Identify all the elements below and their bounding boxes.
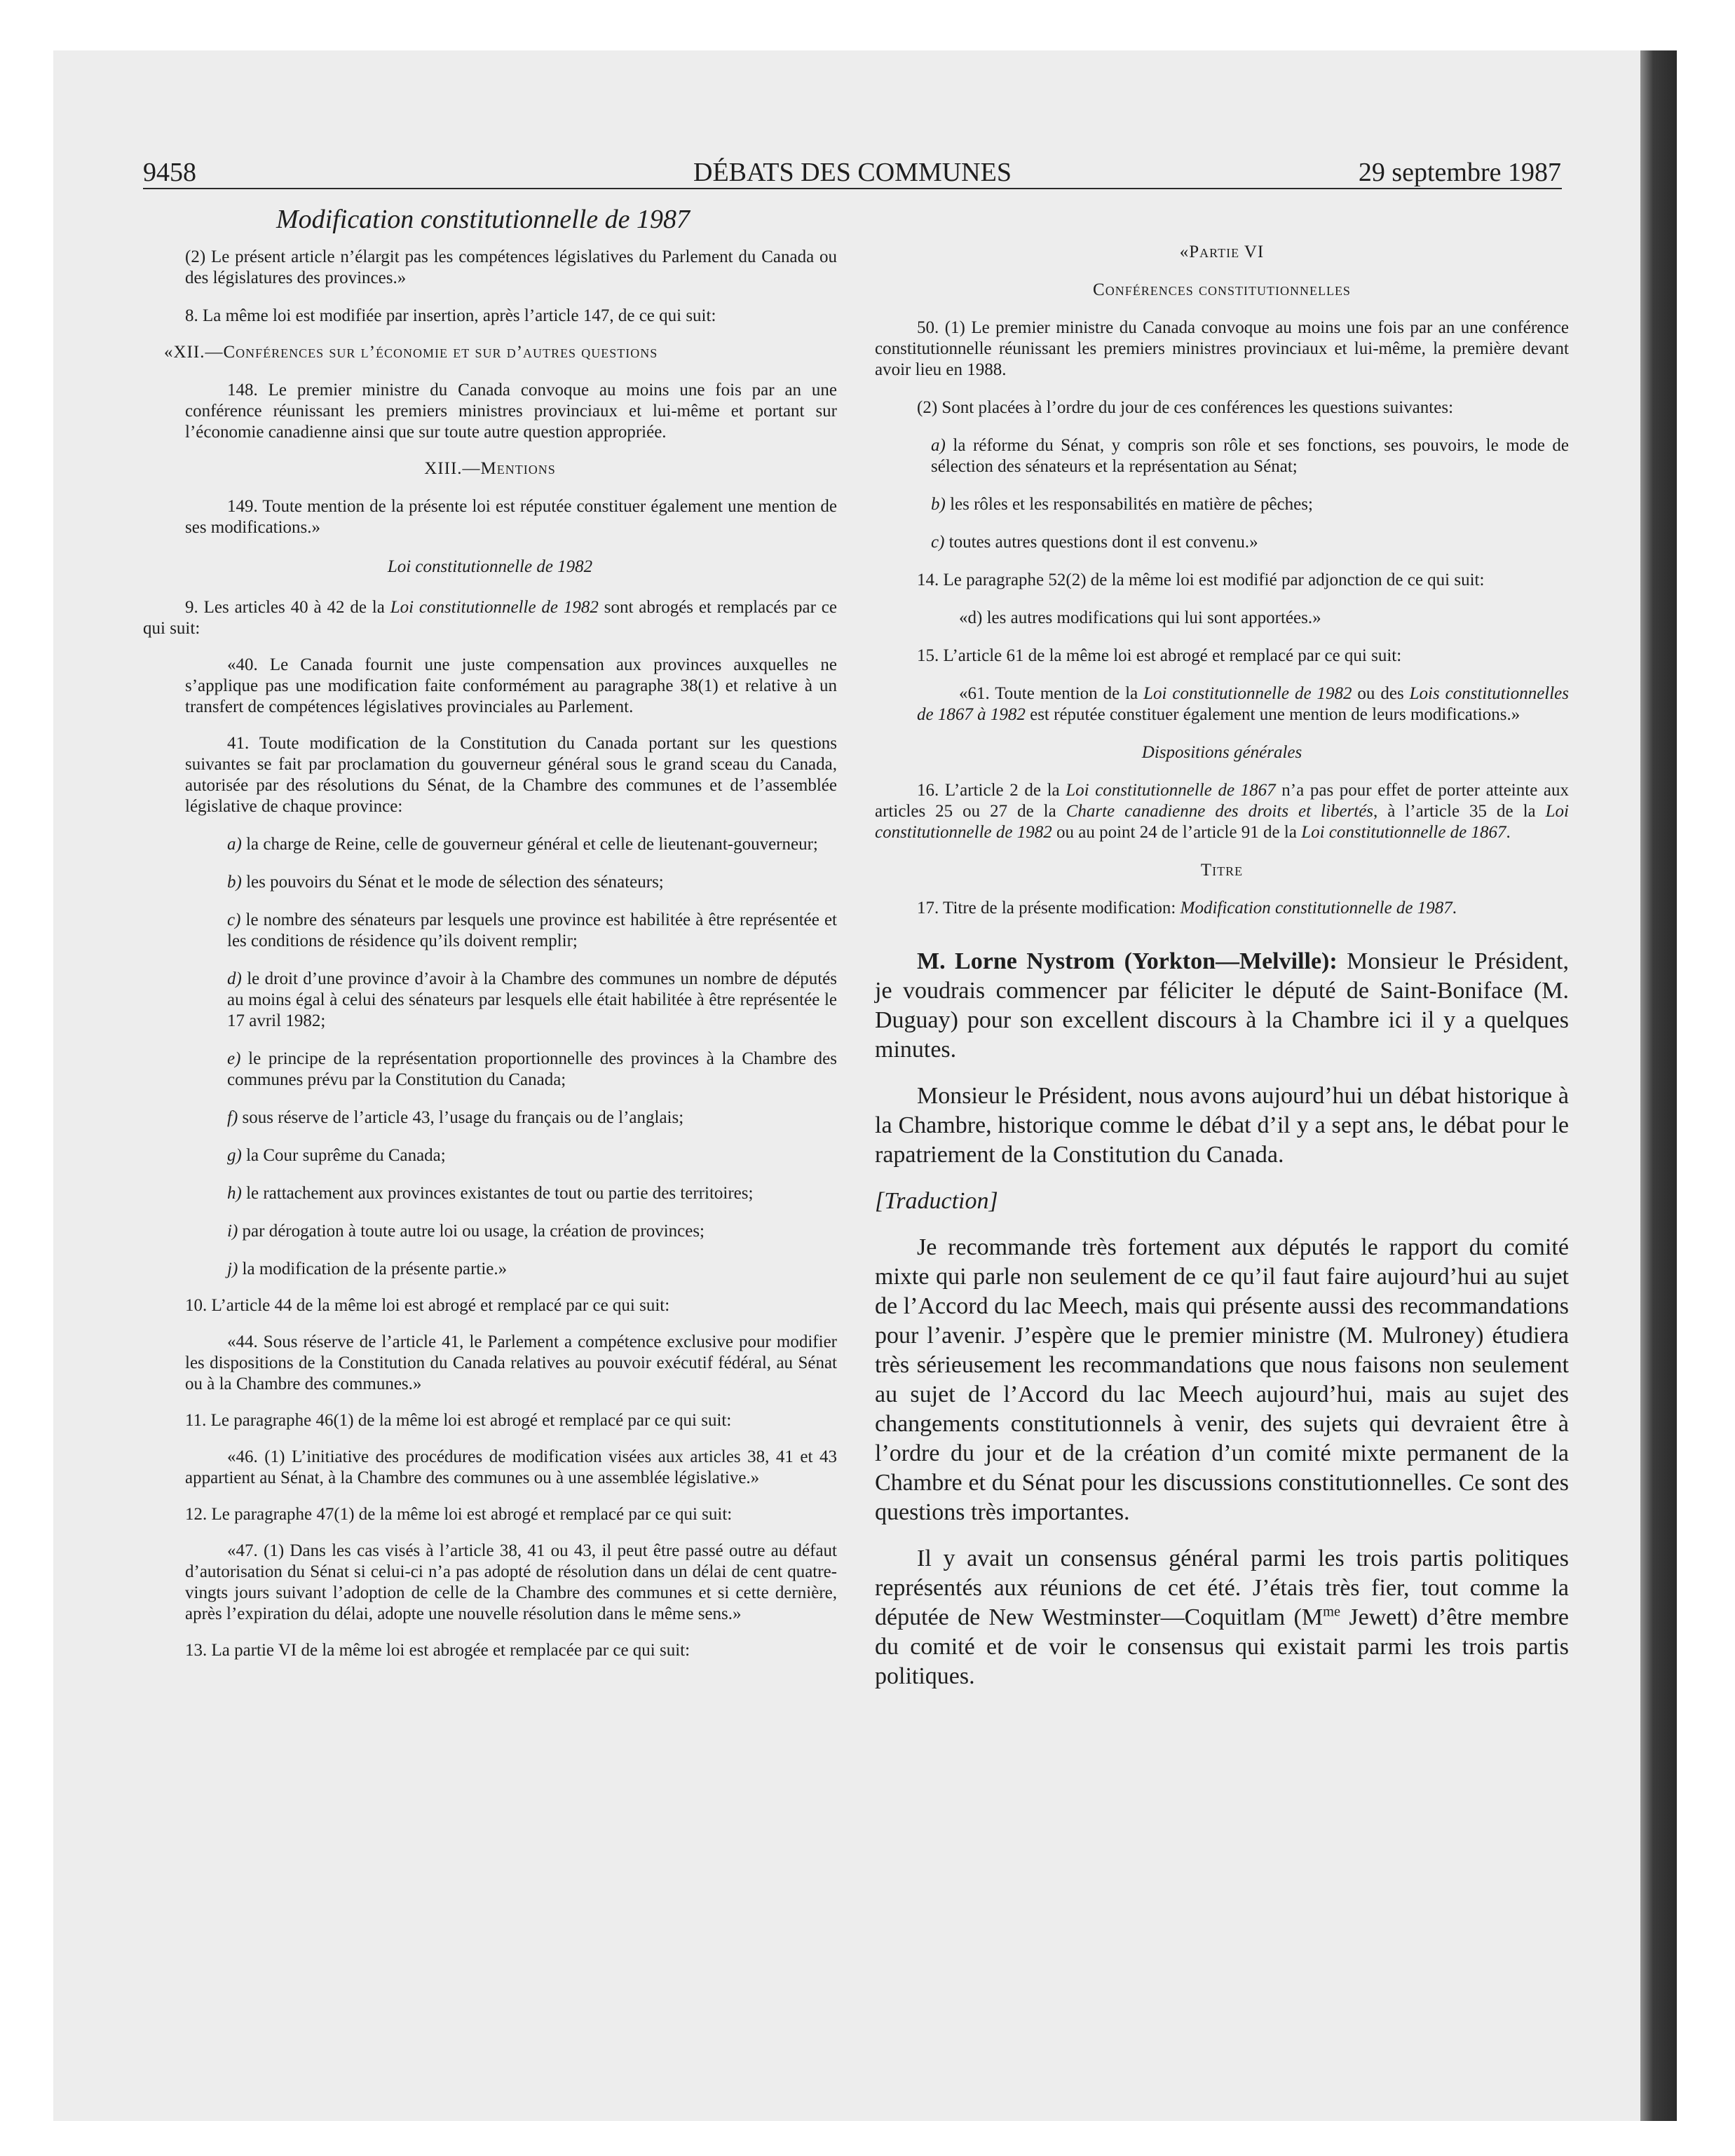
subheading-dispositions: Dispositions générales (1141, 743, 1302, 762)
paragraph: 13. La partie VI de la même loi est abrogée et remplacée par ce qui suit: (185, 1641, 690, 1660)
debate-paragraph: M. Lorne Nystrom (Yorkton—Melville): Monsieur le Président, je voudrais commencer par féliciter le député de Saint-Boniface (M. Duguay) pour son excellent discours à la Chambre ici il y a quelques minutes. (875, 948, 1569, 1063)
list-item: f) sous réserve de l’article 43, l’usage du français ou de l’anglais; (227, 1108, 684, 1127)
list-item: a) la réforme du Sénat, y compris son rôle et ses fonctions, ses pouvoirs, le mode de sélection des sénateurs et la représentation au Sénat; (931, 436, 1569, 476)
list-item: h) le rattachement aux provinces existantes de tout ou partie des territoires; (227, 1184, 754, 1203)
list-item: c) le nombre des sénateurs par lesquels une province est habilitée à être représentée et les conditions de résidence qu’ils doivent remplir; (227, 910, 837, 950)
debate-paragraph: Je recommande très fortement aux députés le rapport du comité mixte qui parle non seulement de ce qu’il faut faire aujourd’hui au sujet de l’Accord du lac Meech, mais qui présente aussi des recommandations pour l’avenir. J’espère que le premier ministre (M. Mulroney) étudiera très sérieusement les recommandations que nous faisons non seulement au sujet de l’Accord du lac Meech aujourd’hui, mais au sujet des changements constitutionnels à venir, des sujets qui devraient être à l’ordre du jour et de la création d’un comité mixte permanent de la Chambre et du Sénat pour les discussions constitutionnelles. Ce sont des questions très importantes. (875, 1234, 1569, 1525)
translation-marker: [Traduction] (875, 1188, 998, 1214)
paragraph: 17. Titre de la présente modification: Modification constitutionnelle de 1987. (917, 899, 1457, 917)
paragraph: 14. Le paragraphe 52(2) de la même loi est modifié par adjonction de ce qui suit: (917, 571, 1485, 589)
list-item: b) les rôles et les responsabilités en matière de pêches; (931, 495, 1313, 514)
paragraph: 149. Toute mention de la présente loi est réputée constituer également une mention de ses modifications.» (185, 497, 837, 537)
debate-paragraph: Il y avait un consensus général parmi les trois partis politiques représentés aux réunions de cet été. J’étais très fier, tout comme la députée de New Westminster—Coquitlam ($M^{me}$ Jewett) d’être membre du comité et de voir le consensus qui existait parmi les trois partis politiques. (875, 1546, 1569, 1689)
right-column (875, 242, 1569, 1691)
paragraph: «d) les autres modifications qui lui sont apportées.» (959, 608, 1321, 627)
scanner-edge-shadow (1640, 50, 1677, 2121)
running-title: DÉBATS DES COMMUNES (693, 158, 1012, 187)
heading-xiii: XIII.—Mentions (424, 459, 556, 478)
header-rule (143, 188, 1562, 189)
paragraph: (2) Sont placées à l’ordre du jour de ces conférences les questions suivantes: (917, 398, 1454, 417)
heading-titre: Titre (1200, 861, 1244, 880)
page-date: 29 septembre 1987 (1358, 158, 1561, 187)
paragraph: 50. (1) Le premier ministre du Canada convoque au moins une fois par an une conférence constitutionnelle réunissant les premiers ministres provinciaux et lui-même, la première devant avoir lieu en 1988. (875, 318, 1569, 379)
list-item: g) la Cour suprême du Canada; (227, 1146, 446, 1165)
list-item: j) la modification de la présente partie.» (227, 1260, 508, 1278)
paragraph: 11. Le paragraphe 46(1) de la même loi est abrogé et remplacé par ce qui suit: (185, 1411, 732, 1430)
paragraph: (2) Le présent article n’élargit pas les compétences législatives du Parlement du Canada ou des législatures des provinces.» (185, 247, 837, 287)
paragraph: 15. L’article 61 de la même loi est abrogé et remplacé par ce qui suit: (917, 646, 1402, 665)
paragraph: 148. Le premier ministre du Canada convoque au moins une fois par an une conférence réunissant les premiers ministres provinciaux et lui-même et portant sur l’économie canadienne ainsi que sur toute autre question appropriée. (185, 381, 837, 442)
heading-partie-vi: «Partie VI (1179, 243, 1265, 261)
speaker-name: M. Lorne Nystrom (Yorkton—Melville): (917, 948, 1338, 974)
debate-paragraph: Monsieur le Président, nous avons aujourd’hui un débat historique à la Chambre, historique comme le débat d’il y a sept ans, le débat pour le rapatriement de la Constitution du Canada. (875, 1083, 1569, 1168)
paragraph: 9. Les articles 40 à 42 de la Loi constitutionnelle de 1982 sont abrogés et remplacés par ce qui suit: (143, 598, 837, 638)
paragraph: «44. Sous réserve de l’article 41, le Parlement a compétence exclusive pour modifier les dispositions de la Constitution du Canada relatives au pouvoir exécutif fédéral, au Sénat ou à la Chambre des communes.» (185, 1332, 837, 1393)
list-50 (931, 435, 1569, 553)
heading-xii: «XII.—Conférences sur l’économie et sur d’autres questions (164, 343, 658, 362)
left-column (143, 203, 837, 1661)
list-item: a) la charge de Reine, celle de gouverneur général et celle de lieutenant-gouverneur; (227, 835, 818, 854)
list-item: b) les pouvoirs du Sénat et le mode de sélection des sénateurs; (227, 873, 664, 892)
page-number: 9458 (143, 158, 196, 187)
paragraph: «46. (1) L’initiative des procédures de modification visées aux articles 38, 41 et 43 appartient au Sénat, à la Chambre des communes ou à une assemblée législative.» (185, 1447, 837, 1487)
paragraph: «40. Le Canada fournit une juste compensation aux provinces auxquelles ne s’applique pas une modification faite conformément au paragraphe 38(1) et relative à un transfert de compétences législatives provinciales au Parlement. (185, 655, 837, 716)
list-item: c) toutes autres questions dont il est convenu.» (931, 533, 1258, 552)
list-item: e) le principe de la représentation proportionnelle des provinces à la Chambre des communes prévu par la Constitution du Canada; (227, 1049, 837, 1089)
paragraph: 12. Le paragraphe 47(1) de la même loi est abrogé et remplacé par ce qui suit: (185, 1505, 733, 1524)
subheading-loi-1982: Loi constitutionnelle de 1982 (387, 557, 593, 576)
paragraph: 10. L’article 44 de la même loi est abrogé et remplacé par ce qui suit: (185, 1296, 670, 1315)
paragraph: 16. L’article 2 de la Loi constitutionnelle de 1867 n’a pas pour effet de porter atteinte aux articles 25 ou 27 de la Charte canadienne des droits et libertés, à l’article 35 de la Loi constitutionnelle de 1982 ou au point 24 de l’article 91 de la Loi constitutionnelle de 1867. (875, 781, 1569, 842)
list-item: i) par dérogation à toute autre loi ou usage, la création de provinces; (227, 1222, 705, 1241)
paragraph: 8. La même loi est modifiée par insertion, après l’article 147, de ce qui suit: (185, 306, 716, 325)
heading-conferences: Conférences constitutionnelles (1093, 280, 1351, 299)
paragraph: «61. Toute mention de la Loi constitutionnelle de 1982 ou des Lois constitutionnelles de 1867 à 1982 est réputée constituer également une mention de leurs modifications.» (917, 684, 1570, 724)
section-title: Modification constitutionnelle de 1987 (276, 205, 690, 234)
list-41 (227, 834, 837, 1280)
list-item: d) le droit d’une province d’avoir à la Chambre des communes un nombre de députés au moins égal à celui des sénateurs par lesquels elle était habilitée à être représentée le 17 avril 1982; (227, 969, 837, 1030)
paragraph: 41. Toute modification de la Constitution du Canada portant sur les questions suivantes se fait par proclamation du gouverneur général sous le grand sceau du Canada, autorisée par des résolutions du Sénat, de la Chambre des communes et de l’assemblée législative de chaque province: (185, 734, 837, 816)
paragraph: «47. (1) Dans les cas visés à l’article 38, 41 ou 43, il peut être passé outre au défaut d’autorisation du Sénat si celui-ci n’a pas adopté de résolution dans un délai de cent quatre-vingts jours suivant l’adoption de celle de la Chambre des communes et si cette dernière, après l’expiration du délai, adopte une nouvelle résolution dans le même sens.» (185, 1541, 837, 1623)
